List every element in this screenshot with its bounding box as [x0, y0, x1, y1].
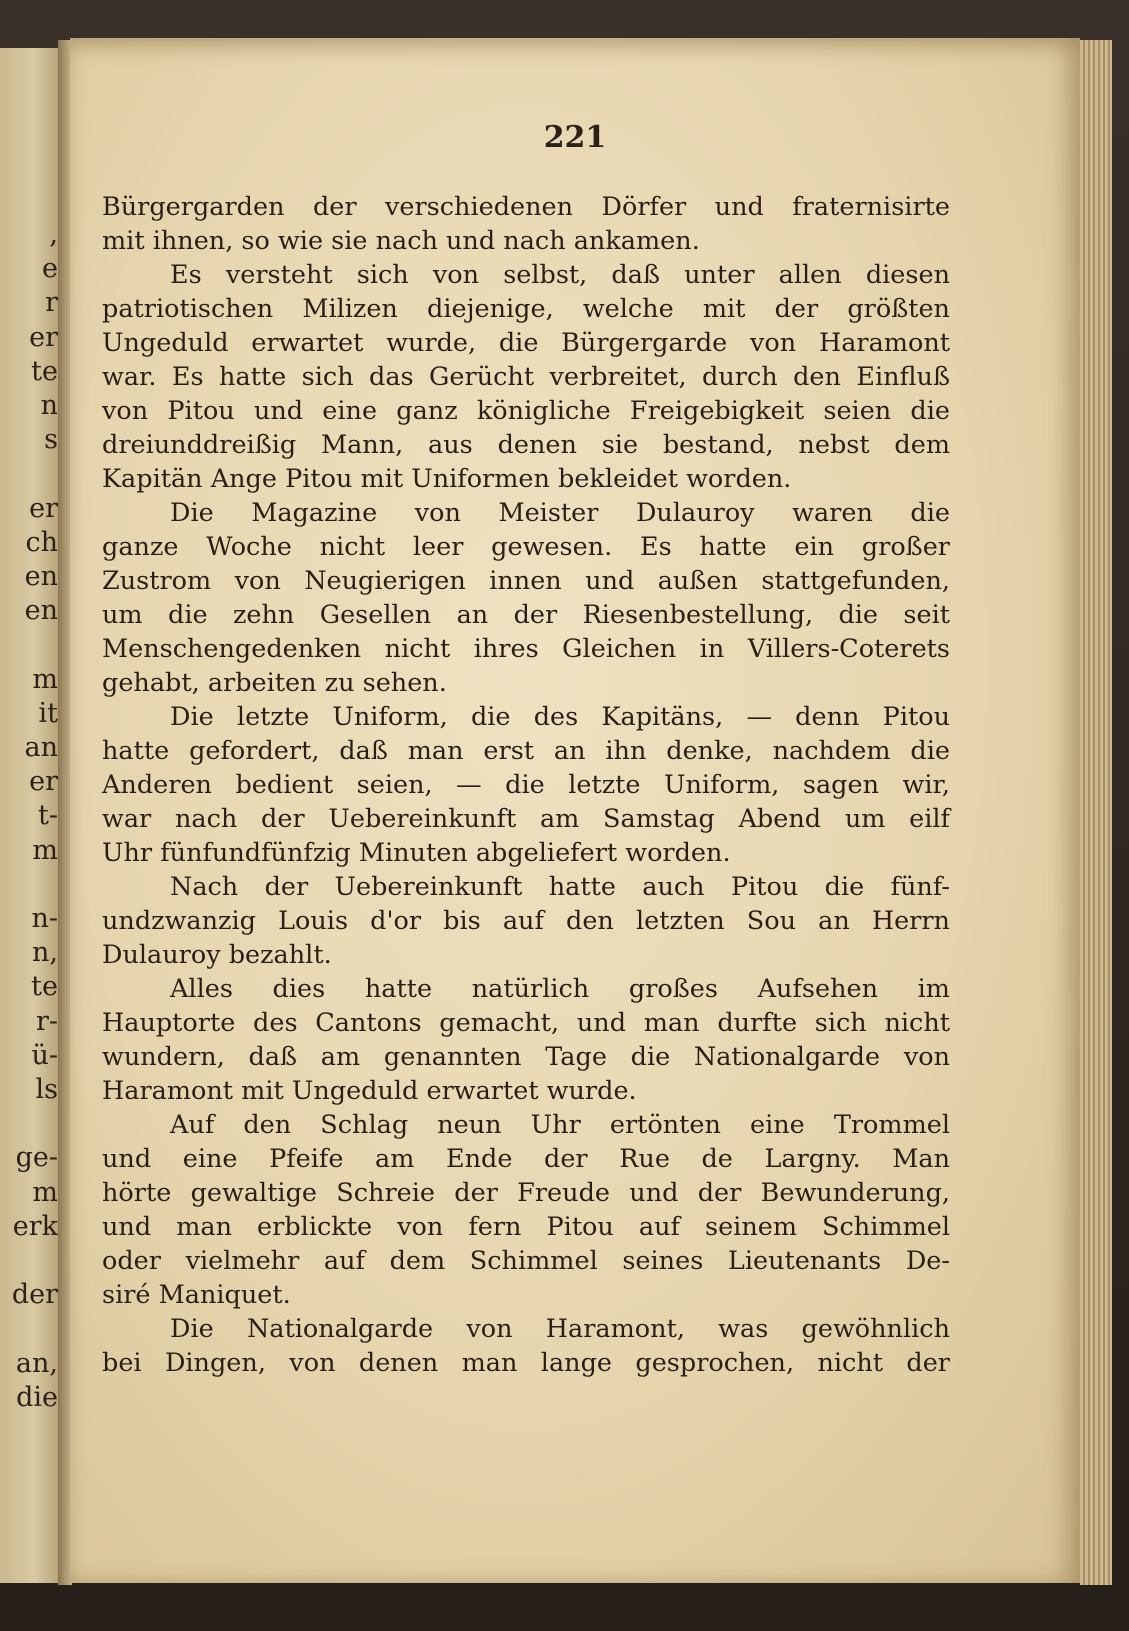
page-stack-edge: [1080, 40, 1112, 1585]
text-line: patriotischen Milizen diejenige, welche mit der größten: [102, 294, 950, 324]
facing-page-fragment: n-: [31, 903, 58, 934]
facing-page-fragment: n: [40, 390, 58, 421]
facing-page-fragment: erk: [12, 1210, 58, 1242]
text-line: hörte gewaltige Schreie der Freude und der Bewunderung,: [102, 1178, 950, 1208]
text-line: Uhr fünfundfünfzig Minuten abgeliefert worden.: [102, 838, 731, 868]
facing-page-fragment: en: [24, 561, 58, 592]
text-line: dreiunddreißig Mann, aus denen sie bestand, nebst dem: [102, 430, 950, 460]
facing-page-fragment: it: [38, 697, 58, 729]
text-line: Haramont mit Ungeduld erwartet wurde.: [102, 1076, 637, 1106]
facing-page-fragment: n,: [32, 937, 58, 969]
text-line: Anderen bedient seien, — die letzte Uniform, sagen wir,: [102, 770, 950, 800]
book-page: [70, 38, 1080, 1583]
facing-page-fragment: ü-: [31, 1039, 58, 1071]
text-line: ganze Woche nicht leer gewesen. Es hatte ein großer: [102, 532, 950, 562]
text-line: Ungeduld erwartet wurde, die Bürgergarde von Haramont: [102, 328, 950, 358]
text-line: Die letzte Uniform, die des Kapitäns, — denn Pitou: [170, 702, 950, 732]
text-line: um die zehn Gesellen an der Riesenbestellung, die seit: [102, 600, 950, 630]
facing-page-edge: [0, 48, 60, 1583]
text-line: Alles dies hatte natürlich großes Aufsehen im: [170, 974, 950, 1004]
facing-page-fragment: er: [29, 321, 58, 353]
text-line: Hauptorte des Cantons gemacht, und man durfte sich nicht: [102, 1008, 950, 1038]
text-line: Zustrom von Neugierigen innen und außen stattgefunden,: [102, 566, 950, 596]
facing-page-fragment: an,: [15, 1347, 58, 1379]
facing-page-fragment: an: [24, 732, 58, 763]
facing-page-fragment: e: [42, 253, 58, 285]
text-line: mit ihnen, so wie sie nach und nach ankamen.: [102, 226, 700, 256]
facing-page-fragment: t-: [38, 800, 58, 832]
text-line: bei Dingen, von denen man lange gesprochen, nicht der: [102, 1348, 950, 1378]
body-text: [102, 190, 950, 1380]
facing-page-fragment: er: [29, 492, 58, 524]
text-line: siré Maniquet.: [102, 1280, 291, 1310]
facing-page-fragment: m: [32, 834, 58, 866]
facing-page-fragment: m: [32, 1176, 58, 1208]
text-line: Auf den Schlag neun Uhr ertönten eine Trommel: [170, 1110, 950, 1140]
text-line: war. Es hatte sich das Gerücht verbreitet, durch den Einfluß: [102, 362, 950, 392]
text-line: oder vielmehr auf dem Schimmel seines Lieutenants De-: [102, 1246, 950, 1276]
text-line: von Pitou und eine ganz königliche Freigebigkeit seien die: [102, 396, 950, 426]
text-line: Nach der Uebereinkunft hatte auch Pitou die fünf-: [170, 872, 950, 902]
text-line: Die Magazine von Meister Dulauroy waren die: [170, 498, 950, 528]
facing-page-fragment: m: [32, 663, 58, 695]
text-line: Menschengedenken nicht ihres Gleichen in Villers-Coterets: [102, 634, 950, 664]
facing-page-fragment: er: [29, 766, 58, 798]
facing-page-fragment: r: [45, 287, 58, 319]
facing-page-fragment: ls: [35, 1074, 58, 1105]
text-line: undzwanzig Louis d'or bis auf den letzten Sou an Herrn: [102, 906, 950, 936]
text-line: und man erblickte von fern Pitou auf seinem Schimmel: [102, 1212, 950, 1242]
text-line: Die Nationalgarde von Haramont, was gewöhnlich: [170, 1314, 950, 1344]
text-line: war nach der Uebereinkunft am Samstag Abend um eilf: [102, 804, 950, 834]
facing-page-fragment: ge-: [15, 1142, 58, 1174]
text-line: gehabt, arbeiten zu sehen.: [102, 668, 447, 698]
facing-page-fragment: r-: [35, 1005, 58, 1037]
facing-page-fragment: ch: [25, 526, 58, 558]
facing-page-fragment: en: [24, 595, 58, 627]
facing-page-fragment: s: [44, 424, 58, 456]
text-line: Dulauroy bezahlt.: [102, 940, 332, 970]
text-line: Kapitän Ange Pitou mit Uniformen bekleidet worden.: [102, 464, 792, 494]
text-line: wundern, daß am genannten Tage die Nationalgarde von: [102, 1042, 950, 1072]
facing-page-fragment: der: [11, 1279, 58, 1311]
text-line: und eine Pfeife am Ende der Rue de Largny. Man: [102, 1144, 950, 1174]
text-line: Es versteht sich von selbst, daß unter allen diesen: [170, 260, 950, 290]
facing-page-fragment: ,: [49, 219, 58, 250]
facing-page-fragment: te: [31, 355, 58, 387]
facing-page-fragment: die: [16, 1381, 58, 1413]
text-line: Bürgergarden der verschiedenen Dörfer und fraternisirte: [102, 192, 950, 222]
page-number: 221: [543, 120, 607, 155]
text-line: hatte gefordert, daß man erst an ihn denke, nachdem die: [102, 736, 950, 766]
facing-page-fragment: te: [31, 971, 58, 1003]
